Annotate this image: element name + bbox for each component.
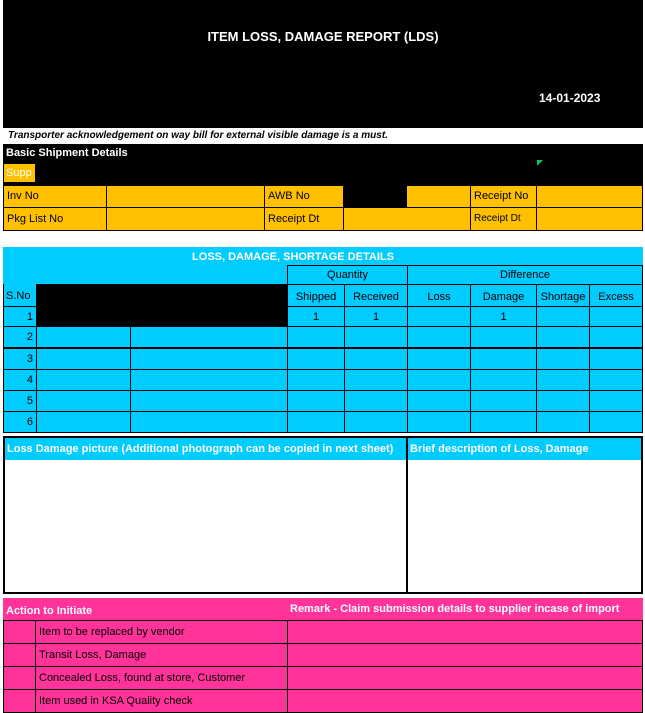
description-box	[406, 436, 643, 594]
receipt-dt-field-2[interactable]	[536, 207, 643, 231]
table-row-description[interactable]	[130, 390, 288, 412]
inv-no-label: Inv No	[3, 185, 107, 208]
report-header	[3, 0, 643, 128]
quantity-header: Quantity	[287, 265, 408, 285]
table-row-loss[interactable]	[407, 390, 471, 412]
action-title: Action to Initiate	[6, 605, 93, 617]
action-remark-field[interactable]	[287, 620, 643, 644]
basic-shipment-title: Basic Shipment Details	[6, 147, 128, 159]
basic-shipment-section	[3, 144, 643, 185]
action-checkbox[interactable]	[3, 689, 36, 713]
damage-header: Damage	[470, 284, 537, 307]
table-row-loss[interactable]	[407, 369, 471, 391]
table-row-item[interactable]	[36, 348, 131, 370]
table-row-shortage[interactable]	[536, 348, 590, 370]
excess-header: Excess	[589, 284, 643, 307]
loss-header: Loss	[407, 284, 471, 307]
table-row-received[interactable]	[344, 348, 408, 370]
inv-no-field[interactable]	[106, 185, 265, 208]
table-row-description[interactable]	[130, 369, 288, 391]
action-checkbox[interactable]	[3, 620, 36, 644]
pkg-list-no-field[interactable]	[106, 207, 265, 231]
table-row-excess[interactable]	[589, 306, 643, 328]
table-row-excess[interactable]	[589, 348, 643, 370]
description-title-bar	[408, 438, 641, 460]
table-row-sno: 6	[3, 411, 37, 433]
awb-no-label: AWB No	[264, 185, 344, 208]
table-row-damage[interactable]	[470, 390, 537, 412]
table-row-loss[interactable]	[407, 348, 471, 370]
table-row-loss[interactable]	[407, 306, 471, 328]
table-row-shortage[interactable]	[536, 306, 590, 328]
table-row-shipped[interactable]	[287, 369, 345, 391]
remark-title: Remark - Claim submission details to supplier incase of import	[290, 603, 620, 615]
receipt-no-label: Receipt No	[470, 185, 537, 208]
shortage-header: Shortage	[536, 284, 590, 307]
table-row-shipped[interactable]	[287, 411, 345, 433]
awb-no-field[interactable]	[343, 185, 407, 208]
table-row-sno: 5	[3, 390, 37, 412]
description-title: Brief description of Loss, Damage	[410, 443, 589, 455]
table-row-excess[interactable]	[589, 326, 643, 348]
difference-header: Difference	[407, 265, 643, 285]
table-row-shipped[interactable]	[287, 390, 345, 412]
table-row-item[interactable]	[36, 411, 131, 433]
table-row-received[interactable]	[344, 369, 408, 391]
cell-marker	[537, 160, 543, 166]
table-row-sno: 1	[3, 306, 37, 328]
action-item-label: Item to be replaced by vendor	[35, 620, 288, 644]
transporter-notice: Transporter acknowledgement on way bill for external visible damage is a must.	[8, 130, 388, 141]
table-row-excess[interactable]	[589, 411, 643, 433]
table-row-damage[interactable]	[470, 348, 537, 370]
table-row-shipped[interactable]: 1	[287, 306, 345, 328]
table-row-shortage[interactable]	[536, 390, 590, 412]
table-row-shortage[interactable]	[536, 326, 590, 348]
sno-header: S.No	[3, 284, 36, 307]
table-row-received[interactable]	[344, 411, 408, 433]
table-row-item[interactable]	[36, 390, 131, 412]
table-row-damage[interactable]	[470, 326, 537, 348]
receipt-dt-label: Receipt Dt	[264, 207, 344, 231]
table-row-item[interactable]	[36, 369, 131, 391]
action-remark-field[interactable]	[287, 689, 643, 713]
details-title: LOSS, DAMAGE, SHORTAGE DETAILS	[192, 251, 394, 263]
action-remark-field[interactable]	[287, 666, 643, 690]
received-header: Received	[344, 284, 408, 307]
table-row-loss[interactable]	[407, 411, 471, 433]
receipt-dt-label-2: Receipt Dt	[470, 207, 537, 231]
table-row-sno: 4	[3, 369, 37, 391]
table-row-received[interactable]	[344, 390, 408, 412]
table-row-description[interactable]	[130, 411, 288, 433]
table-row-sno: 2	[3, 326, 37, 348]
report-date: 14-01-2023	[539, 91, 601, 105]
table-row-loss[interactable]	[407, 326, 471, 348]
table-row-excess[interactable]	[589, 390, 643, 412]
table-row-shipped[interactable]	[287, 326, 345, 348]
receipt-no-field[interactable]	[536, 185, 643, 208]
action-item-label: Item used in KSA Quality check	[35, 689, 288, 713]
table-row-shortage[interactable]	[536, 369, 590, 391]
pkg-list-no-label: Pkg List No	[3, 207, 107, 231]
action-checkbox[interactable]	[3, 666, 36, 690]
table-row-damage[interactable]: 1	[470, 306, 537, 328]
table-row-excess[interactable]	[589, 369, 643, 391]
report-title: ITEM LOSS, DAMAGE REPORT (LDS)	[207, 29, 439, 44]
table-row-description[interactable]	[130, 348, 288, 370]
supp-label: Supp	[3, 163, 36, 183]
table-row-description[interactable]	[130, 326, 288, 348]
table-row-received[interactable]: 1	[344, 306, 408, 328]
action-item-label: Transit Loss, Damage	[35, 643, 288, 667]
picture-title: Loss Damage picture (Additional photograph can be copied in next sheet)	[7, 443, 394, 455]
table-row-damage[interactable]	[470, 411, 537, 433]
receipt-dt-field[interactable]	[343, 207, 471, 231]
shipped-header: Shipped	[287, 284, 345, 307]
action-item-label: Concealed Loss, found at store, Customer	[35, 666, 288, 690]
table-row-item[interactable]	[36, 326, 131, 348]
action-remark-field[interactable]	[287, 643, 643, 667]
description-header-blackout	[36, 284, 288, 326]
table-row-sno: 3	[3, 348, 37, 370]
action-checkbox[interactable]	[3, 643, 36, 667]
table-row-shortage[interactable]	[536, 411, 590, 433]
picture-title-bar	[5, 438, 406, 460]
picture-box	[3, 436, 408, 594]
table-row-shipped[interactable]	[287, 348, 345, 370]
table-row-received[interactable]	[344, 326, 408, 348]
table-row-damage[interactable]	[470, 369, 537, 391]
awb-no-extra-field[interactable]	[406, 185, 471, 208]
